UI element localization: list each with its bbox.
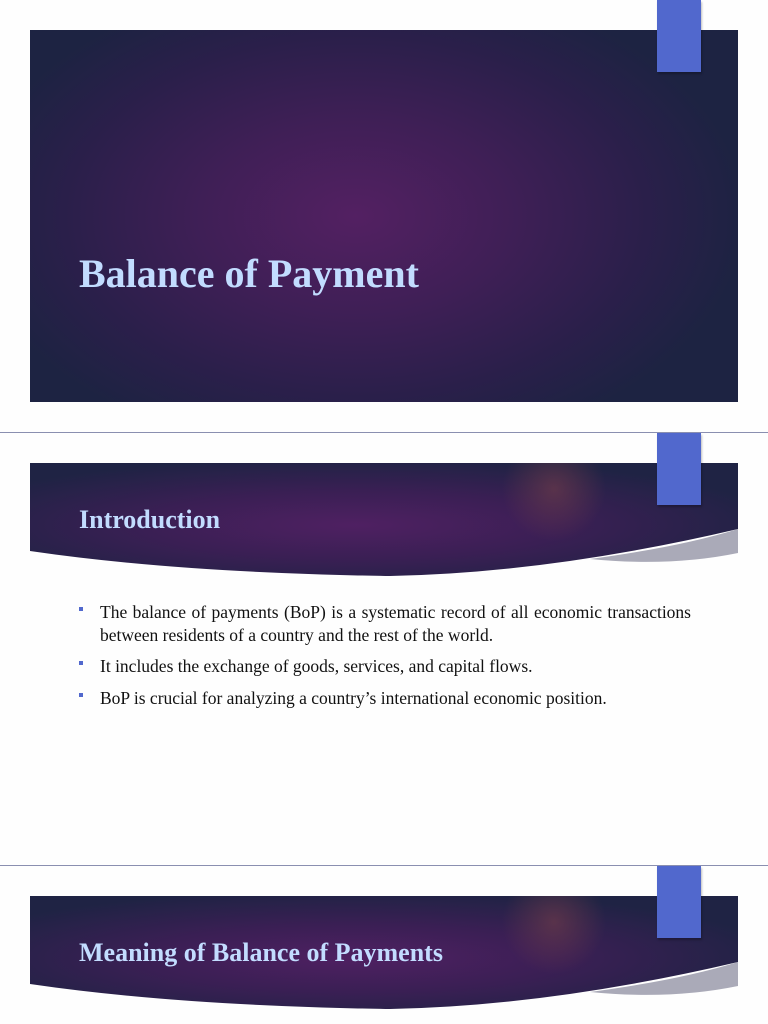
slide-3 [0,866,768,1024]
accent-tab [657,0,701,72]
list-item: BoP is crucial for analyzing a country’s international economic position. [79,687,691,710]
slide-1 [0,0,768,432]
slide-2 [0,433,768,864]
bullet-list [79,601,691,718]
accent-tab [657,433,701,505]
bullet-marker-icon [79,693,83,697]
bullet-marker-icon [79,661,83,665]
bullet-marker-icon [79,607,83,611]
slide-title: Meaning of Balance of Payments [79,938,443,967]
list-item: It includes the exchange of goods, services, and capital flows. [79,655,691,678]
accent-tab [657,866,701,938]
title-banner [30,30,738,402]
slide-title: Introduction [79,505,221,534]
list-item: The balance of payments (BoP) is a systematic record of all economic transactions between residents of a country and the rest of the world. [79,601,691,646]
slide-title: Balance of Payment [79,251,419,296]
